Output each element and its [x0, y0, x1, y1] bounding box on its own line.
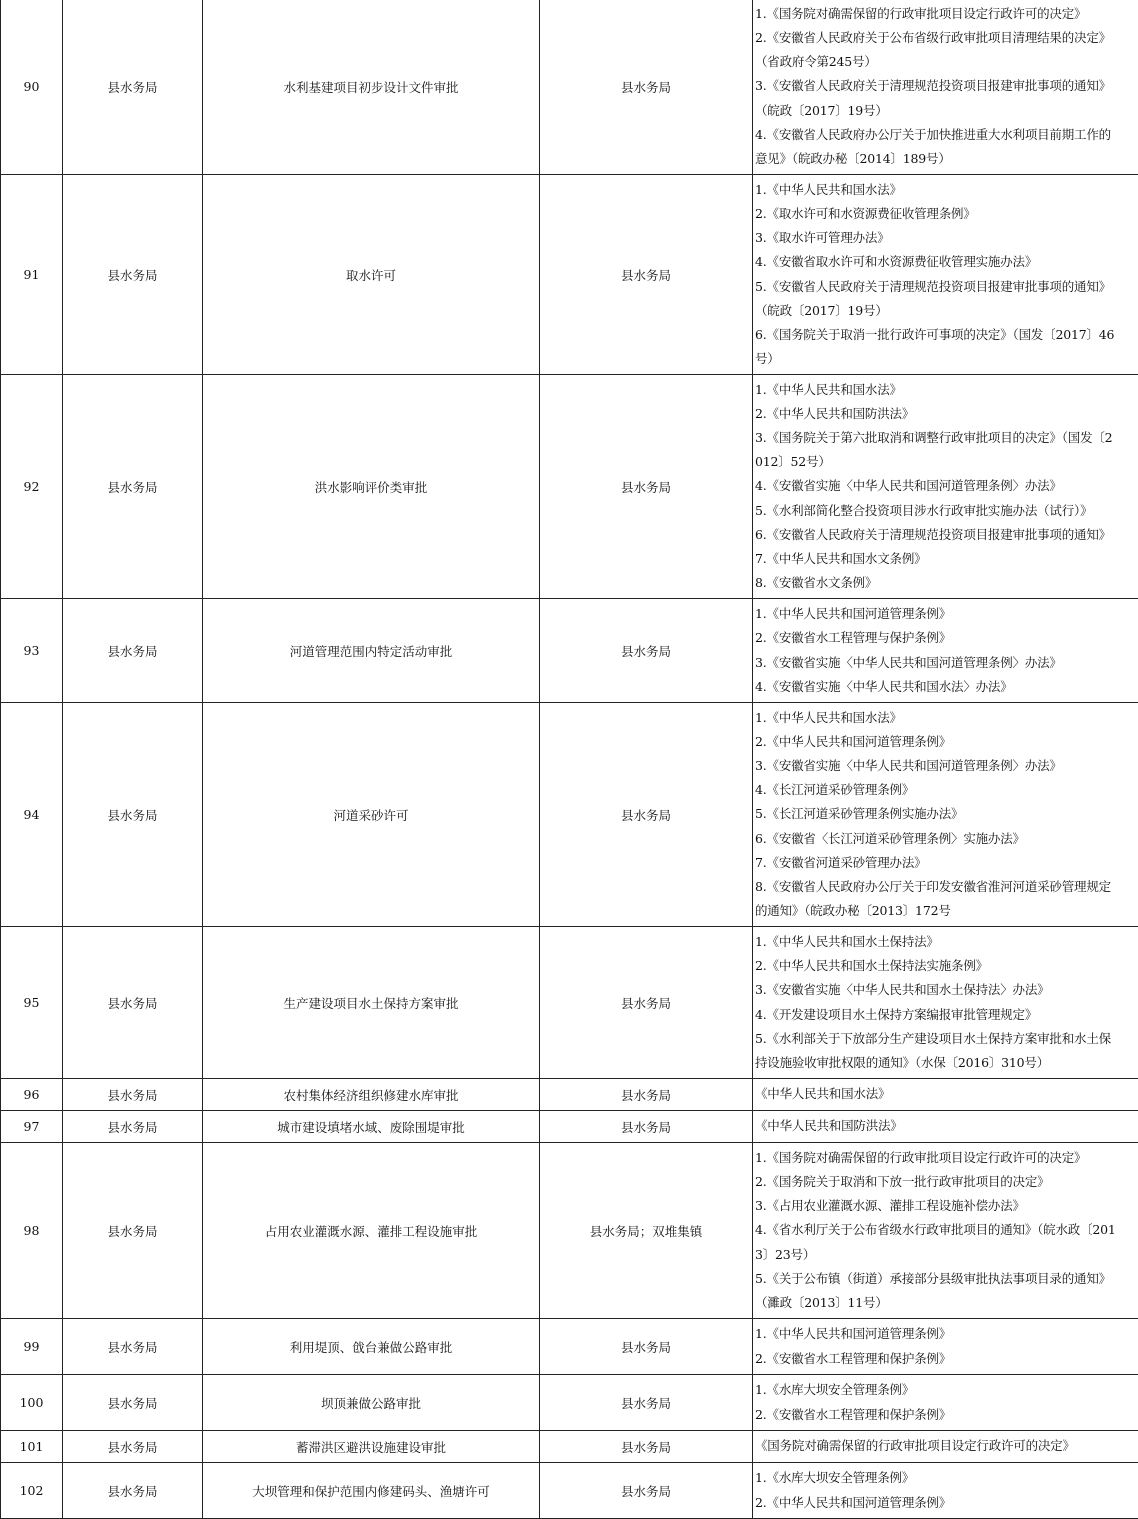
- legal-basis-cell: [753, 599, 1138, 703]
- approval-item-cell: 取水许可: [203, 175, 540, 375]
- department-cell: 县水务局: [63, 175, 203, 375]
- legal-basis-line: 号）: [755, 347, 1136, 371]
- legal-basis-cell: [753, 927, 1138, 1079]
- department-cell: 县水务局: [63, 599, 203, 703]
- department-cell: 县水务局: [63, 0, 203, 175]
- department-cell: 县水务局: [63, 1431, 203, 1463]
- legal-basis-cell: [753, 1319, 1138, 1375]
- executing-body-cell: 县水务局: [540, 927, 753, 1079]
- executing-body-cell: 县水务局: [540, 1111, 753, 1143]
- legal-basis-line: 8.《安徽省水文条例》: [755, 571, 1136, 595]
- executing-body-cell: 县水务局: [540, 1319, 753, 1375]
- legal-basis-line: 的通知》（皖政办秘〔2013〕172号: [755, 899, 1136, 923]
- table-row: [1, 1375, 1138, 1431]
- legal-basis-line: 1.《中华人民共和国水土保持法》: [755, 930, 1136, 954]
- approval-item-cell: 农村集体经济组织修建水库审批: [203, 1079, 540, 1111]
- row-number: 97: [1, 1111, 63, 1143]
- table-row: [1, 1319, 1138, 1375]
- legal-basis-line: 2.《安徽省人民政府关于公布省级行政审批项目清理结果的决定》: [755, 26, 1136, 50]
- legal-basis-line: 2.《安徽省水工程管理和保护条例》: [755, 1347, 1136, 1371]
- department-cell: 县水务局: [63, 1079, 203, 1111]
- table-row: [1, 1463, 1138, 1519]
- executing-body-cell: 县水务局: [540, 1463, 753, 1519]
- legal-basis-line: 2.《中华人民共和国河道管理条例》: [755, 1491, 1136, 1515]
- row-number: 98: [1, 1143, 63, 1319]
- approval-item-cell: 占用农业灌溉水源、灌排工程设施审批: [203, 1143, 540, 1319]
- table-row: [1, 927, 1138, 1079]
- approval-item-cell: 生产建设项目水土保持方案审批: [203, 927, 540, 1079]
- legal-basis-line: 意见》（皖政办秘〔2014〕189号）: [755, 147, 1136, 171]
- row-number: 101: [1, 1431, 63, 1463]
- legal-basis-line: 3.《占用农业灌溉水源、灌排工程设施补偿办法》: [755, 1194, 1136, 1218]
- legal-basis-line: 6.《安徽省〈长江河道采砂管理条例〉实施办法》: [755, 827, 1136, 851]
- legal-basis-line: 4.《省水利厅关于公布省级水行政审批项目的通知》（皖水政〔201: [755, 1218, 1136, 1242]
- legal-basis-line: 2.《取水许可和水资源费征收管理条例》: [755, 202, 1136, 226]
- legal-basis-line: 持设施验收审批权限的通知》（水保〔2016〕310号）: [755, 1051, 1136, 1075]
- legal-basis-line: 7.《中华人民共和国水文条例》: [755, 547, 1136, 571]
- legal-basis-line: 5.《关于公布镇（街道）承接部分县级审批执法事项目录的通知》: [755, 1267, 1136, 1291]
- legal-basis-line: 《国务院对确需保留的行政审批项目设定行政许可的决定》: [755, 1434, 1136, 1458]
- legal-basis-line: 1.《水库大坝安全管理条例》: [755, 1466, 1136, 1490]
- executing-body-cell: 县水务局: [540, 703, 753, 927]
- legal-basis-line: 1.《中华人民共和国河道管理条例》: [755, 1322, 1136, 1346]
- table-row: [1, 1431, 1138, 1463]
- table-row: [1, 1079, 1138, 1111]
- legal-basis-line: 5.《水利部关于下放部分生产建设项目水土保持方案审批和水土保: [755, 1027, 1136, 1051]
- legal-basis-line: 1.《国务院对确需保留的行政审批项目设定行政许可的决定》: [755, 1146, 1136, 1170]
- executing-body-cell: 县水务局: [540, 1431, 753, 1463]
- legal-basis-line: 2.《国务院关于取消和下放一批行政审批项目的决定》: [755, 1170, 1136, 1194]
- legal-basis-line: 4.《长江河道采砂管理条例》: [755, 778, 1136, 802]
- legal-basis-line: （皖政〔2017〕19号）: [755, 299, 1136, 323]
- department-cell: 县水务局: [63, 1319, 203, 1375]
- legal-basis-line: 2.《中华人民共和国防洪法》: [755, 402, 1136, 426]
- legal-basis-line: 3.《国务院关于第六批取消和调整行政审批项目的决定》（国发〔2: [755, 426, 1136, 450]
- legal-basis-line: 4.《安徽省实施〈中华人民共和国河道管理条例〉办法》: [755, 474, 1136, 498]
- approval-item-cell: 坝顶兼做公路审批: [203, 1375, 540, 1431]
- department-cell: 县水务局: [63, 1111, 203, 1143]
- legal-basis-line: （濉政〔2013〕11号）: [755, 1291, 1136, 1315]
- approval-item-cell: 利用堤顶、戗台兼做公路审批: [203, 1319, 540, 1375]
- approval-item-cell: 水利基建项目初步设计文件审批: [203, 0, 540, 175]
- table-row: [1, 175, 1138, 375]
- approval-item-cell: 蓄滞洪区避洪设施建设审批: [203, 1431, 540, 1463]
- legal-basis-cell: [753, 1143, 1138, 1319]
- legal-basis-line: 7.《安徽省河道采砂管理办法》: [755, 851, 1136, 875]
- approval-item-cell: 河道管理范围内特定活动审批: [203, 599, 540, 703]
- legal-basis-line: 3〕23号）: [755, 1243, 1136, 1267]
- legal-basis-line: 3.《取水许可管理办法》: [755, 226, 1136, 250]
- row-number: 90: [1, 0, 63, 175]
- row-number: 99: [1, 1319, 63, 1375]
- legal-basis-cell: [753, 0, 1138, 175]
- legal-basis-cell: [753, 1431, 1138, 1463]
- legal-basis-line: 1.《中华人民共和国河道管理条例》: [755, 602, 1136, 626]
- legal-basis-line: 4.《开发建设项目水土保持方案编报审批管理规定》: [755, 1003, 1136, 1027]
- legal-basis-cell: [753, 1375, 1138, 1431]
- legal-basis-line: 5.《水利部简化整合投资项目涉水行政审批实施办法（试行）》: [755, 499, 1136, 523]
- legal-basis-line: 5.《安徽省人民政府关于清理规范投资项目报建审批事项的通知》: [755, 275, 1136, 299]
- legal-basis-line: 6.《国务院关于取消一批行政许可事项的决定》（国发〔2017〕46: [755, 323, 1136, 347]
- row-number: 102: [1, 1463, 63, 1519]
- table-row: [1, 599, 1138, 703]
- legal-basis-line: 《中华人民共和国水法》: [755, 1082, 1136, 1106]
- legal-basis-line: 5.《长江河道采砂管理条例实施办法》: [755, 802, 1136, 826]
- executing-body-cell: 县水务局: [540, 1079, 753, 1111]
- legal-basis-line: 1.《中华人民共和国水法》: [755, 706, 1136, 730]
- legal-basis-line: 2.《中华人民共和国河道管理条例》: [755, 730, 1136, 754]
- legal-basis-cell: [753, 1111, 1138, 1143]
- department-cell: 县水务局: [63, 375, 203, 599]
- row-number: 92: [1, 375, 63, 599]
- executing-body-cell: 县水务局: [540, 599, 753, 703]
- approval-item-cell: 洪水影响评价类审批: [203, 375, 540, 599]
- table-row: [1, 1111, 1138, 1143]
- legal-basis-line: 4.《安徽省实施〈中华人民共和国水法〉办法》: [755, 675, 1136, 699]
- legal-basis-line: 2.《安徽省水工程管理与保护条例》: [755, 626, 1136, 650]
- table-row: [1, 703, 1138, 927]
- row-number: 96: [1, 1079, 63, 1111]
- row-number: 91: [1, 175, 63, 375]
- legal-basis-line: 2.《中华人民共和国水土保持法实施条例》: [755, 954, 1136, 978]
- row-number: 95: [1, 927, 63, 1079]
- department-cell: 县水务局: [63, 703, 203, 927]
- legal-basis-line: 012〕52号）: [755, 450, 1136, 474]
- legal-basis-cell: [753, 1463, 1138, 1519]
- legal-basis-cell: [753, 703, 1138, 927]
- table-body: [1, 0, 1138, 1519]
- executing-body-cell: 县水务局: [540, 1375, 753, 1431]
- approval-item-cell: 城市建设填堵水域、废除围堤审批: [203, 1111, 540, 1143]
- legal-basis-line: 6.《安徽省人民政府关于清理规范投资项目报建审批事项的通知》: [755, 523, 1136, 547]
- row-number: 100: [1, 1375, 63, 1431]
- row-number: 94: [1, 703, 63, 927]
- legal-basis-line: 1.《中华人民共和国水法》: [755, 178, 1136, 202]
- legal-basis-line: 1.《国务院对确需保留的行政审批项目设定行政许可的决定》: [755, 2, 1136, 26]
- legal-basis-line: 1.《水库大坝安全管理条例》: [755, 1378, 1136, 1402]
- row-number: 93: [1, 599, 63, 703]
- legal-basis-line: 8.《安徽省人民政府办公厅关于印发安徽省淮河河道采砂管理规定: [755, 875, 1136, 899]
- approval-item-cell: 大坝管理和保护范围内修建码头、渔塘许可: [203, 1463, 540, 1519]
- legal-basis-line: 1.《中华人民共和国水法》: [755, 378, 1136, 402]
- legal-basis-line: 3.《安徽省实施〈中华人民共和国河道管理条例〉办法》: [755, 651, 1136, 675]
- legal-basis-cell: [753, 175, 1138, 375]
- legal-basis-line: 《中华人民共和国防洪法》: [755, 1114, 1136, 1138]
- legal-basis-line: 2.《安徽省水工程管理和保护条例》: [755, 1403, 1136, 1427]
- executing-body-cell: 县水务局: [540, 375, 753, 599]
- department-cell: 县水务局: [63, 1375, 203, 1431]
- executing-body-cell: 县水务局: [540, 0, 753, 175]
- table-row: [1, 0, 1138, 175]
- department-cell: 县水务局: [63, 1463, 203, 1519]
- approval-item-cell: 河道采砂许可: [203, 703, 540, 927]
- department-cell: 县水务局: [63, 1143, 203, 1319]
- table-row: [1, 1143, 1138, 1319]
- executing-body-cell: 县水务局: [540, 175, 753, 375]
- table-row: [1, 375, 1138, 599]
- legal-basis-line: 3.《安徽省实施〈中华人民共和国河道管理条例〉办法》: [755, 754, 1136, 778]
- legal-basis-line: 4.《安徽省取水许可和水资源费征收管理实施办法》: [755, 250, 1136, 274]
- executing-body-cell: 县水务局；双堆集镇: [540, 1143, 753, 1319]
- legal-basis-line: （省政府令第245号）: [755, 50, 1136, 74]
- legal-basis-line: 3.《安徽省人民政府关于清理规范投资项目报建审批事项的通知》: [755, 74, 1136, 98]
- legal-basis-cell: [753, 375, 1138, 599]
- department-cell: 县水务局: [63, 927, 203, 1079]
- legal-basis-line: 3.《安徽省实施〈中华人民共和国水土保持法〉办法》: [755, 978, 1136, 1002]
- legal-basis-line: （皖政〔2017〕19号）: [755, 99, 1136, 123]
- legal-basis-cell: [753, 1079, 1138, 1111]
- legal-basis-line: 4.《安徽省人民政府办公厅关于加快推进重大水利项目前期工作的: [755, 123, 1136, 147]
